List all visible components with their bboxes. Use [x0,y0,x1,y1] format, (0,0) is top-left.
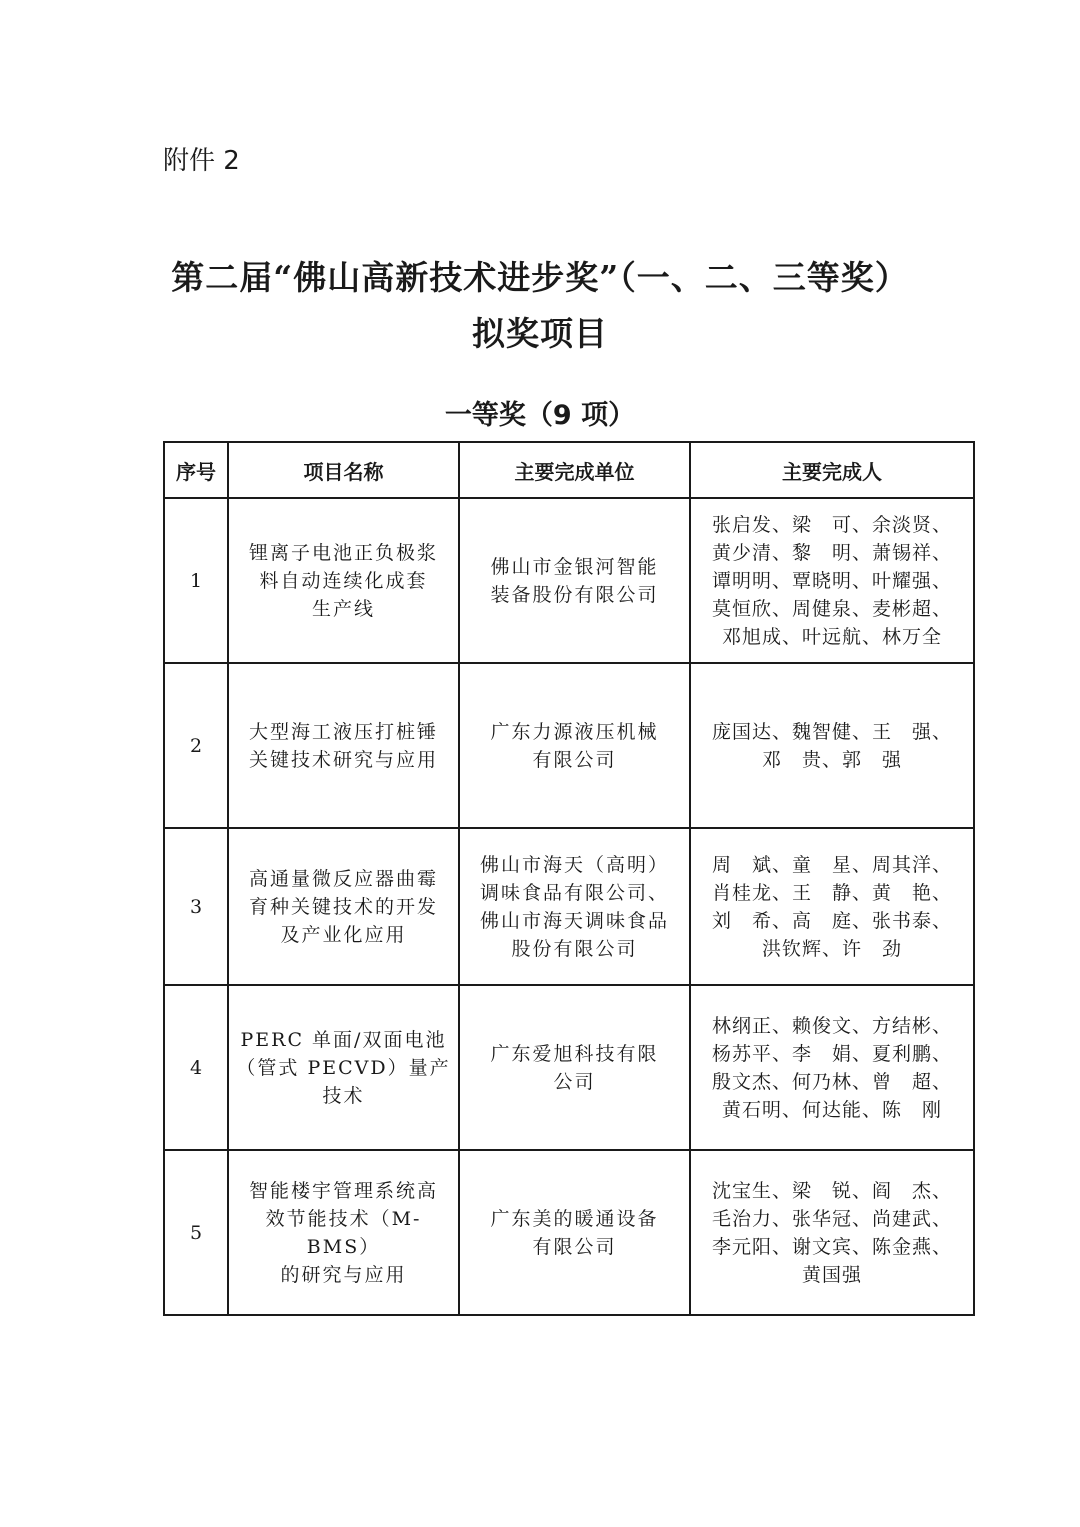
project-name-cell [228,498,459,663]
project-name-line: 及产业化应用 [280,923,407,946]
unit-line: 广东爱旭科技有限 [490,1042,659,1065]
unit-line: 公司 [553,1070,596,1093]
project-name-line: 的研究与应用 [280,1263,407,1286]
table-row [164,498,974,663]
project-name-line: 关键技术研究与应用 [248,748,438,771]
header-serial: 序号 [164,442,228,498]
people-line: 肖桂龙、王 静、黄 艳、 [711,881,952,904]
unit-line: 股份有限公司 [511,937,638,960]
row-number: 3 [164,828,228,985]
attachment-label: 附件 2 [163,146,240,176]
people-line: 李元阳、谢文宾、陈金燕、 [711,1235,952,1258]
project-name-line: PERC 单面/双面电池 [240,1028,447,1051]
table-row [164,985,974,1150]
people-cell [690,498,974,663]
unit-line: 有限公司 [532,1235,617,1258]
row-number: 5 [164,1150,228,1315]
people-line: 周 斌、童 星、周其洋、 [711,853,952,876]
unit-cell [459,828,690,985]
document-subtitle: 拟奖项目 [472,314,608,353]
section-title: 一等奖（9 项） [444,400,636,431]
project-name-line: 料自动连续化成套 [259,569,428,592]
people-line: 林纲正、赖俊文、方结彬、 [711,1014,952,1037]
people-cell [690,828,974,985]
people-line: 谭明明、覃晓明、叶耀强、 [711,569,952,592]
people-line: 毛治力、张华冠、尚建武、 [711,1207,952,1230]
people-line: 莫恒欣、周健泉、麦彬超、 [711,597,952,620]
unit-line: 装备股份有限公司 [490,583,659,606]
header-people: 主要完成人 [690,442,974,498]
people-cell [690,1150,974,1315]
awards-table [163,441,975,1316]
project-name-line: 生产线 [311,597,375,620]
document-title: 第二届“佛山高新技术进步奖”（一、二、三等奖） [171,258,909,297]
project-name-cell [228,663,459,828]
unit-line: 佛山市海天（高明） [479,853,669,876]
people-line: 邓旭成、叶远航、林万全 [721,625,942,648]
unit-line: 佛山市金银河智能 [490,555,659,578]
people-cell [690,663,974,828]
project-name-line: 高通量微反应器曲霉 [248,867,438,890]
people-line: 邓 贵、郭 强 [761,748,902,771]
people-line: 杨苏平、李 娟、夏利鹏、 [711,1042,952,1065]
unit-line: 广东美的暖通设备 [490,1207,659,1230]
unit-cell [459,663,690,828]
unit-line: 有限公司 [532,748,617,771]
project-name-line: 技术 [322,1084,365,1107]
project-name-line: 效节能技术（M-BMS） [265,1207,422,1258]
people-cell [690,985,974,1150]
row-number: 2 [164,663,228,828]
people-line: 黄国强 [801,1263,862,1286]
unit-line: 佛山市海天调味食品 [479,909,669,932]
project-name-cell [228,828,459,985]
people-line: 黄少清、黎 明、萧锡祥、 [711,541,952,564]
project-name-line: 锂离子电池正负极浆 [248,541,438,564]
row-number: 4 [164,985,228,1150]
unit-line: 调味食品有限公司、 [479,881,669,904]
unit-line: 广东力源液压机械 [490,720,659,743]
header-unit: 主要完成单位 [459,442,690,498]
table-row [164,1150,974,1315]
project-name-cell [228,985,459,1150]
unit-cell [459,498,690,663]
header-project-name: 项目名称 [228,442,459,498]
project-name-line: 育种关键技术的开发 [248,895,438,918]
unit-cell [459,1150,690,1315]
project-name-line: 大型海工液压打桩锤 [248,720,438,743]
people-line: 洪钦辉、许 劲 [761,937,902,960]
people-line: 殷文杰、何乃林、曾 超、 [711,1070,952,1093]
table-row [164,663,974,828]
people-line: 张启发、梁 可、余淡贤、 [711,513,952,536]
unit-cell [459,985,690,1150]
people-line: 沈宝生、梁 锐、阎 杰、 [711,1179,952,1202]
people-line: 黄石明、何达能、陈 刚 [721,1098,942,1121]
people-line: 刘 希、高 庭、张书泰、 [711,909,952,932]
people-line: 庞国达、魏智健、王 强、 [711,720,952,743]
project-name-cell [228,1150,459,1315]
project-name-line: （管式 PECVD）量产 [236,1056,451,1079]
table-row [164,828,974,985]
project-name-line: 智能楼宇管理系统高 [248,1179,438,1202]
table-header-row [164,442,974,498]
row-number: 1 [164,498,228,663]
